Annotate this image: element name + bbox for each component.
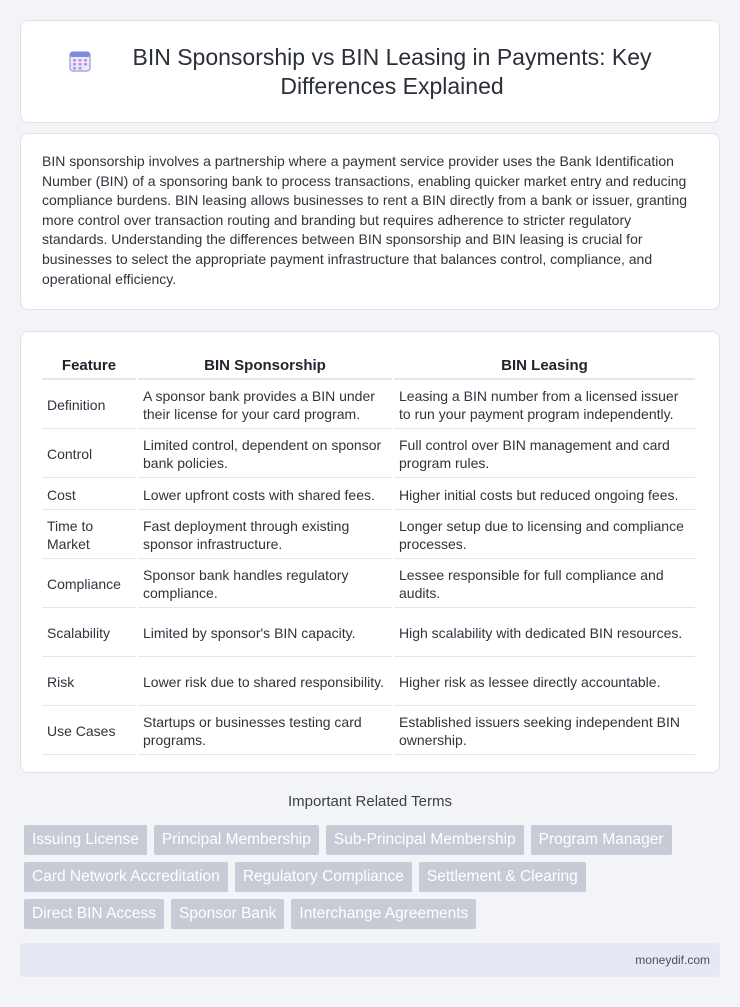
sponsorship-cell: A sponsor bank provides a BIN under their license for your card program. [138, 382, 392, 429]
feature-cell: Use Cases [42, 708, 136, 755]
column-header-feature: Feature [42, 352, 136, 380]
related-terms-heading: Important Related Terms [288, 793, 452, 810]
tag-issuing-license[interactable]: Issuing License [24, 825, 147, 855]
table-row [42, 480, 695, 510]
tag-row [24, 899, 724, 929]
leasing-cell: Full control over BIN management and card program rules. [394, 431, 695, 478]
leasing-cell: High scalability with dedicated BIN resources. [394, 610, 695, 657]
feature-cell: Risk [42, 659, 136, 706]
page-title: BIN Sponsorship vs BIN Leasing in Payments: Key Differences Explained [132, 43, 652, 99]
feature-cell: Scalability [42, 610, 136, 657]
leasing-cell: Lessee responsible for full compliance and audits. [394, 561, 695, 608]
sponsorship-cell: Limited control, dependent on sponsor bank policies. [138, 431, 392, 478]
sponsorship-cell: Lower risk due to shared responsibility. [138, 659, 392, 706]
table-row [42, 431, 695, 478]
table-row [42, 382, 695, 429]
table-row [42, 659, 695, 706]
tag-row [24, 825, 724, 855]
tag-program-manager[interactable]: Program Manager [531, 825, 672, 855]
comparison-card [20, 331, 720, 773]
tag-principal-membership[interactable]: Principal Membership [154, 825, 319, 855]
column-header-leasing: BIN Leasing [394, 352, 695, 380]
tag-interchange-agreements[interactable]: Interchange Agreements [291, 899, 476, 929]
leasing-cell: Higher initial costs but reduced ongoing fees. [394, 480, 695, 510]
calendar-icon [68, 49, 92, 73]
table-row [42, 512, 695, 559]
tag-regulatory-compliance[interactable]: Regulatory Compliance [235, 862, 412, 892]
tag-row [24, 862, 724, 892]
footer-site-link[interactable]: moneydif.com [635, 953, 710, 967]
intro-paragraph: BIN sponsorship involves a partnership where a payment service provider uses the Bank Identification Number (BIN) of a sponsoring bank to process transactions, enabling quicker market entry and reducing compliance burdens. BIN leasing allows businesses to rent a BIN directly from a bank or issuer, granting more control over transaction routing and branding but requires adherence to stricter regulatory standards. Understanding the differences between BIN sponsorship and BIN leasing is crucial for businesses to select the appropriate payment infrastructure that balances control, compliance, and operational efficiency. [42, 153, 688, 287]
tag-sub-principal-membership[interactable]: Sub-Principal Membership [326, 825, 524, 855]
sponsorship-cell: Startups or businesses testing card programs. [138, 708, 392, 755]
feature-cell: Time to Market [42, 512, 136, 559]
related-terms-tags [24, 825, 724, 936]
tag-card-network-accreditation[interactable]: Card Network Accreditation [24, 862, 228, 892]
tag-settlement-clearing[interactable]: Settlement & Clearing [419, 862, 586, 892]
table-row [42, 561, 695, 608]
leasing-cell: Higher risk as lessee directly accountable. [394, 659, 695, 706]
footer [20, 943, 720, 977]
feature-cell: Control [42, 431, 136, 478]
feature-cell: Definition [42, 382, 136, 429]
leasing-cell: Leasing a BIN number from a licensed issuer to run your payment program independently. [394, 382, 695, 429]
intro-card [20, 133, 720, 310]
sponsorship-cell: Fast deployment through existing sponsor infrastructure. [138, 512, 392, 559]
feature-cell: Compliance [42, 561, 136, 608]
tag-direct-bin-access[interactable]: Direct BIN Access [24, 899, 164, 929]
tag-sponsor-bank[interactable]: Sponsor Bank [171, 899, 284, 929]
sponsorship-cell: Lower upfront costs with shared fees. [138, 480, 392, 510]
comparison-table [40, 350, 697, 757]
feature-cell: Cost [42, 480, 136, 510]
table-header-row [42, 352, 695, 380]
sponsorship-cell: Limited by sponsor's BIN capacity. [138, 610, 392, 657]
sponsorship-cell: Sponsor bank handles regulatory compliance. [138, 561, 392, 608]
leasing-cell: Established issuers seeking independent BIN ownership. [394, 708, 695, 755]
table-row [42, 708, 695, 755]
table-row [42, 610, 695, 657]
leasing-cell: Longer setup due to licensing and compliance processes. [394, 512, 695, 559]
column-header-sponsorship: BIN Sponsorship [138, 352, 392, 380]
title-card [20, 20, 720, 123]
